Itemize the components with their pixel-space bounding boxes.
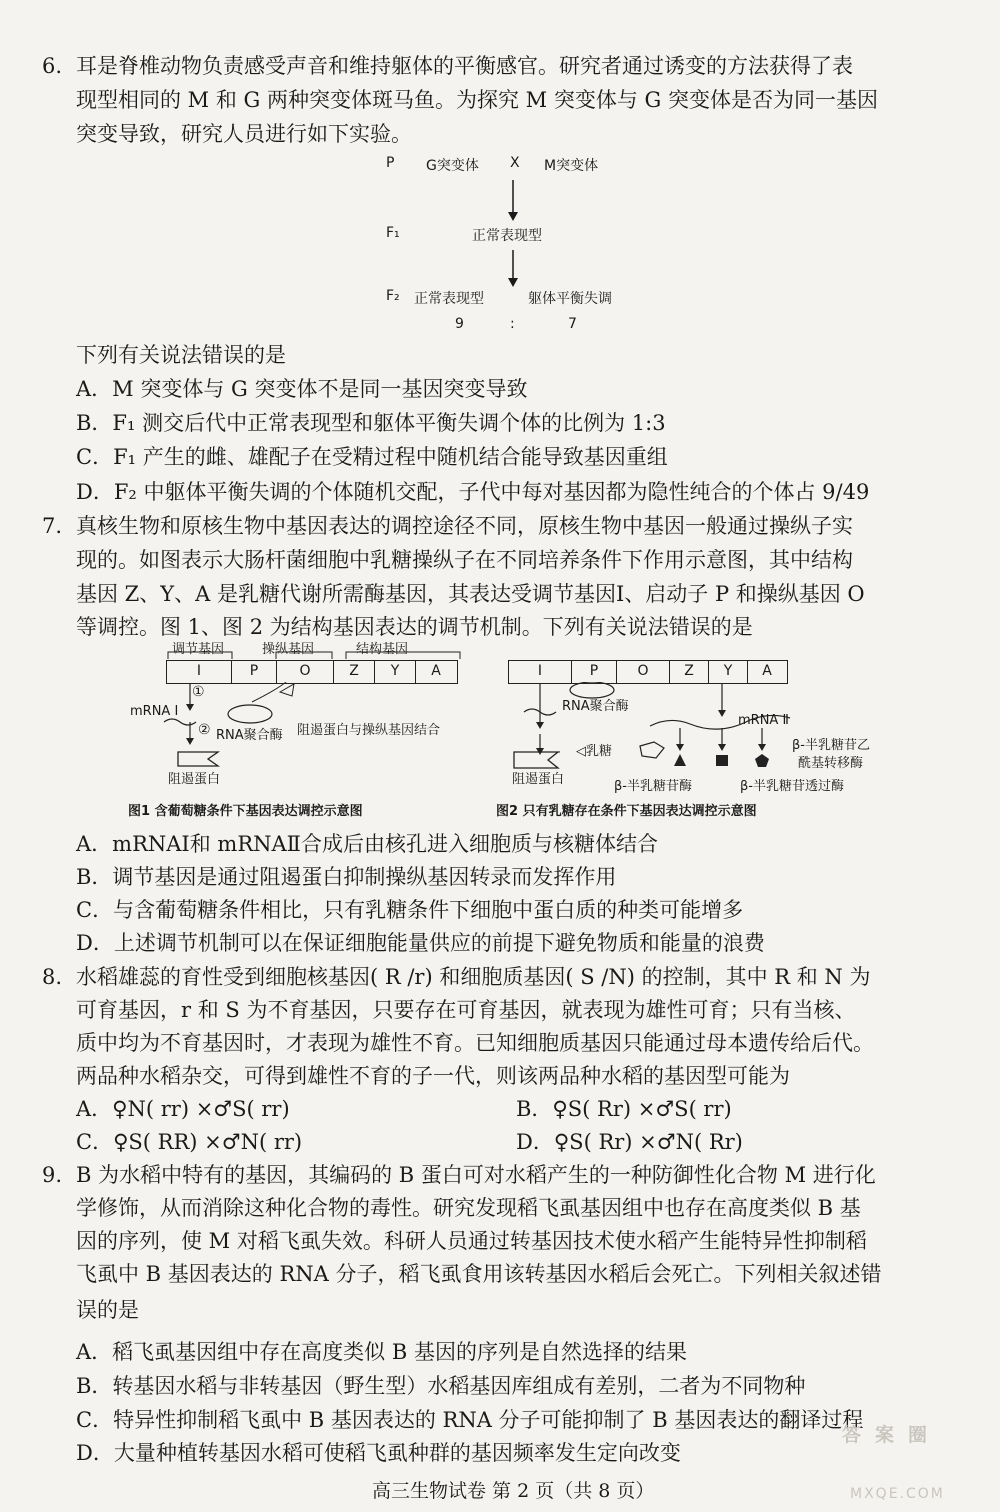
question-line: 质中均为不育基因时，才表现为雄性不育。已知细胞质基因只能通过母本遗传给后代。 [76,1031,874,1055]
question-line: 耳是脊椎动物负责感受声音和维持躯体的平衡感官。研究者通过诱变的方法获得了表 [76,54,853,78]
option-d: D．大量种植转基因水稻可使稻飞虱种群的基因频率发生定向改变 [76,1441,681,1465]
structural-gene-label: 结构基因 [356,642,409,657]
option-b: B．调节基因是通过阻遏蛋白抑制操纵基因转录而发挥作用 [76,865,617,889]
question-line: 突变导致，研究人员进行如下实验。 [76,122,412,146]
option-c: C．与含葡萄糖条件相比，只有乳糖条件下细胞中蛋白质的种类可能增多 [76,898,744,922]
p-label: P [386,155,395,171]
m-mutant-label: M突变体 [544,158,599,174]
gene-cell-a: A [431,663,441,679]
question-line: 基因 Z、Y、A 是乳糖代谢所需酶基因，其表达受调节基因Ⅰ、启动子 P 和操纵基因 O [76,582,865,606]
option-c: C．特异性抑制稻飞虱中 B 基因表达的 RNA 分子可能抑制了 B 基因表达的翻译过程 [76,1408,864,1432]
question-line: 现的。如图表示大肠杆菌细胞中乳糖操纵子在不同培养条件下作用示意图，其中结构 [76,548,853,572]
option-d: D．上述调节机制可以在保证细胞能量供应的前提下避免物质和能量的浪费 [76,931,765,955]
question-line: 两品种水稻杂交，可得到雄性不育的子一代，则该两品种水稻的基因型可能为 [76,1064,790,1088]
gene-cell-a: A [762,663,772,679]
gene-cell-y: Y [375,661,416,683]
down-arrow-icon [505,178,521,222]
f1-label: F₁ [386,225,400,241]
ratio-value: 9 [455,316,464,332]
question-line: B 为水稻中特有的基因，其编码的 B 蛋白可对水稻产生的一种防御性化合物 M 进行化 [76,1163,876,1187]
rna-polymerase-label: RNA聚合酶 [562,699,629,714]
f2-balance-phenotype: 躯体平衡失调 [528,291,612,307]
option-a: A．M 突变体与 G 突变体不是同一基因突变导致 [76,377,528,401]
gene-cell-i: I [167,661,232,683]
permease-label: β-半乳糖苷透过酶 [740,779,844,794]
repressor-binding-label: 阻遏蛋白与操纵基因结合 [297,723,441,738]
question-line: 可育基因，r 和 S 为不育基因，只要存在可育基因，就表现为雄性可育；只有当核、 [76,998,856,1022]
ratio-colon: : [510,316,515,332]
gene-brackets [166,650,466,660]
repressor-label: 阻遏蛋白 [168,772,221,787]
option-c: C．F₁ 产生的雌、雄配子在受精过程中随机结合能导致基因重组 [76,445,668,469]
watermark-text: 答案圈 [842,1424,942,1446]
question-line: 因的序列，使 M 对稻飞虱失效。科研人员通过转基因技术使水稻产生能特异性抑制稻 [76,1229,867,1253]
figure-2-caption: 图2 只有乳糖存在条件下基因表达调控示意图 [496,804,757,819]
gene-cell-o: O [617,661,670,683]
mrna-i-label: mRNA Ⅰ [130,704,179,719]
step-1-marker: ① [192,684,205,700]
dna-strip [508,660,788,684]
question-line: 学修饰，从而消除这种化合物的毒性。研究发现稻飞虱基因组中也存在高度类似 B 基 [76,1196,861,1220]
gene-cell-z: Z [670,661,709,683]
question-line: 真核生物和原核生物中基因表达的调控途径不同，原核生物中基因一般通过操纵子实 [76,514,853,538]
option-d: D．♀S( Rr) ×♂N( Rr) [516,1130,743,1154]
step-2-marker: ② [198,722,211,738]
option-a: A．mRNAⅠ和 mRNAⅡ合成后由核孔进入细胞质与核糖体结合 [76,832,658,856]
question-number: 9. [42,1163,63,1187]
repressor-label: 阻遏蛋白 [512,772,565,787]
transacetylase-label: 酰基转移酶 [798,756,864,771]
gene-cell-z: Z [334,661,375,683]
down-arrow-icon [505,248,521,288]
gene-cell-p: P [572,661,617,683]
question-number: 6. [42,54,63,78]
option-c: C．♀S( RR) ×♂N( rr) [76,1130,303,1154]
question-line: 水稻雄蕊的育性受到细胞核基因( R /r) 和细胞质基因( S /N) 的控制，其中 R 和 N 为 [76,965,871,989]
mrna-ii-label: mRNA Ⅱ [738,713,789,728]
question-stem: 下列有关说法错误的是 [76,343,286,367]
gene-cell-i: I [509,661,572,683]
question-number: 7. [42,514,63,538]
option-a: A．♀N( rr) ×♂S( rr) [76,1097,290,1121]
gene-cell-y: Y [709,661,748,683]
page-footer: 高三生物试卷 第 2 页（共 8 页） [372,1480,655,1502]
question-number: 8. [42,965,63,989]
figure-1-caption: 图1 含葡萄糖条件下基因表达调控示意图 [128,804,363,819]
g-mutant-label: G突变体 [426,158,479,174]
question-line: 误的是 [76,1298,139,1322]
transacetylase-label: β-半乳糖苷乙 [792,738,870,753]
option-b: B．转基因水稻与非转基因（野生型）水稻基因库组成有差别，二者为不同物种 [76,1374,806,1398]
f2-label: F₂ [386,288,400,304]
dna-strip [166,660,458,684]
regulatory-gene-label: 调节基因 [172,642,225,657]
ratio-value: 7 [568,316,577,332]
question-line: 现型相同的 M 和 G 两种突变体斑马鱼。为探究 M 突变体与 G 突变体是否为同一基因 [76,88,878,112]
lactose-label: ◁乳糖 [576,744,612,759]
option-a: A．稻飞虱基因组中存在高度类似 B 基因的序列是自然选择的结果 [76,1340,687,1364]
question-line: 等调控。图 1、图 2 为结构基因表达的调节机制。下列有关说法错误的是 [76,615,753,639]
option-b: B．F₁ 测交后代中正常表现型和躯体平衡失调个体的比例为 1:3 [76,411,666,435]
watermark-text: MXQE.COM [850,1486,945,1502]
option-d: D．F₂ 中躯体平衡失调的个体随机交配，子代中每对基因都为隐性纯合的个体占 9/49 [76,480,870,504]
f2-normal-phenotype: 正常表现型 [414,291,484,307]
operator-gene-label: 操纵基因 [262,642,315,657]
option-b: B．♀S( Rr) ×♂S( rr) [516,1097,732,1121]
question-line: 飞虱中 B 基因表达的 RNA 分子，稻飞虱食用该转基因水稻后会死亡。下列相关叙述错 [76,1262,882,1286]
beta-galactosidase-label: β-半乳糖苷酶 [614,779,692,794]
cross-symbol: X [510,155,520,171]
f1-phenotype: 正常表现型 [472,228,542,244]
rna-polymerase-label: RNA聚合酶 [216,728,283,743]
gene-cell-o: O [277,661,334,683]
gene-cell-p: P [232,661,277,683]
